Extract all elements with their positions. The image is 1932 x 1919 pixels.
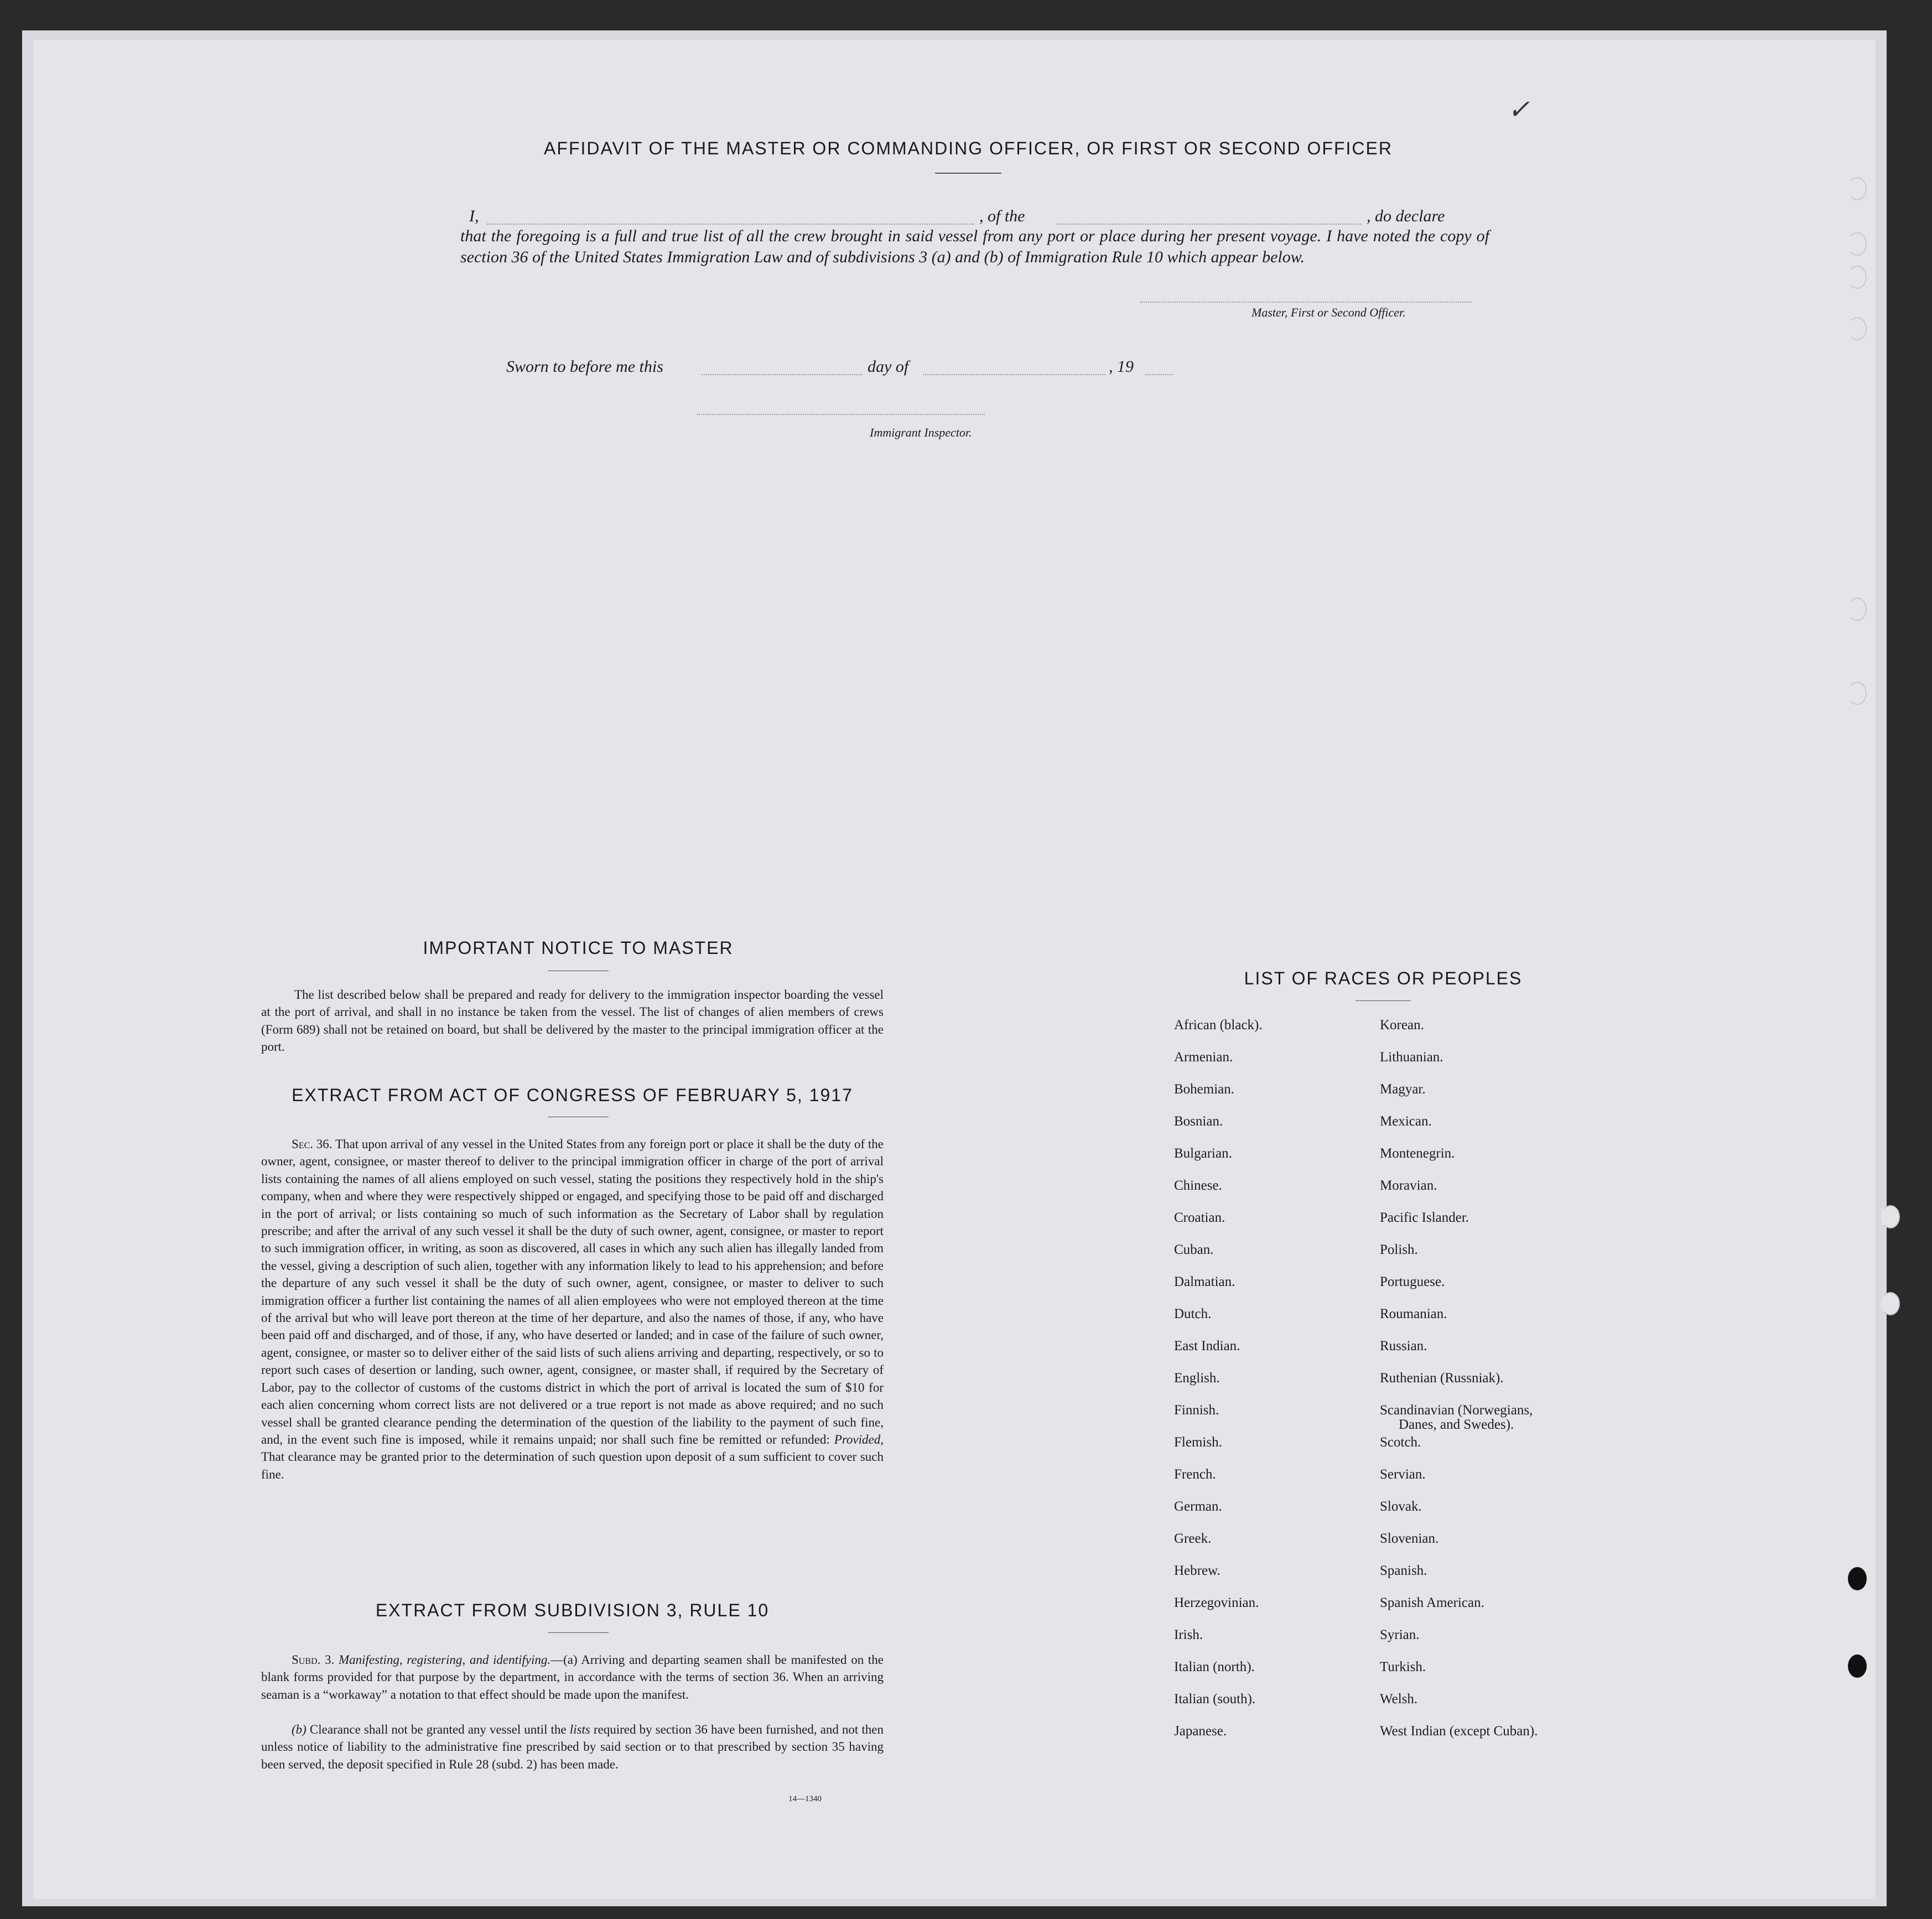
race-left: Dutch. (1174, 1306, 1212, 1321)
handwritten-mark: ✓ (1508, 95, 1530, 125)
punch-hole-icon (1848, 1567, 1867, 1590)
race-right: Welsh. (1380, 1692, 1418, 1707)
punch-hole-icon (1848, 317, 1867, 340)
races-title: LIST OF RACES OR PEOPLES (1244, 968, 1523, 988)
sworn-day-of-label: day of (868, 357, 909, 376)
punch-hole-icon (1848, 232, 1867, 256)
section-label: Sec. 36. (292, 1137, 333, 1151)
race-left: Bosnian. (1174, 1114, 1223, 1129)
race-right: Portuguese. (1380, 1274, 1445, 1289)
sworn-month-field[interactable] (923, 374, 1105, 375)
race-right: Scotch. (1380, 1435, 1421, 1450)
punch-hole-icon (1881, 1292, 1900, 1315)
race-right: Russian. (1380, 1339, 1427, 1353)
race-right: Moravian. (1380, 1178, 1437, 1193)
race-right: Ruthenian (Russniak). (1380, 1371, 1504, 1386)
para-b-lists: lists (569, 1723, 590, 1736)
race-left: Italian (south). (1174, 1692, 1256, 1707)
subd-heading: Manifesting, registering, and identifying. (338, 1653, 551, 1667)
race-right: Slovenian. (1380, 1531, 1439, 1546)
sworn-year-field[interactable] (1145, 374, 1173, 375)
section-36-text: That upon arrival of any vessel in the United States from any foreign port or place it shall be the duty of the owner, agent, consignee, or master thereof to deliver to the principal immigration officer in charge of the port of arrival lists containing the names of all aliens employed on such vessel, stating the positions they respectively hold in the ship's company, when and where they were respectively shipped or engaged, and specifying those to be paid off and discharged in the port of arrival; or lists containing so much of such information as the Secretary of Labor shall by regulation prescribe; and after the arrival of any such vessel it shall be the duty of such owner, agent, consignee, or master to report to such immigration officer, in writing, as soon as discovered, all cases in which any such alien has illegally landed from the vessel, giving a description of such alien, together with any information likely to lead to his apprehension; and before the departure of any such vessel it shall be the duty of such owner, agent, consignee, or master to deliver to such immigration officer a further list containing the names of all alien employees who were not employed thereon at the time of the arrival but who will leave port thereon at the time of her departure, and also the names of those, if any, who have been paid off and discharged, and of those, if any, who have deserted or landed; and in case of the failure of such owner, agent, consignee, or master so to deliver either of the said lists of such aliens arriving and departing, respectively, or so to report such cases of desertion or landing, such owner, agent, consignee, or master shall, if required by the Secretary of Labor, pay to the collector of customs of the customs district in which the port of arrival is located the sum of $10 for each alien concerning whom correct lists are not delivered or a true report is not made as above required; and no such vessel shall be granted clearance pending the determination of the question of the liability to the payment of such fine, and, in the event such fine is imposed, while it remains unpaid; nor shall such fine be remitted or refunded: (261, 1137, 884, 1446)
race-left: Bohemian. (1174, 1082, 1235, 1097)
signature-caption: Master, First or Second Officer. (1251, 305, 1406, 319)
punch-hole-icon (1848, 177, 1867, 200)
extract-rule-rule (548, 1632, 609, 1633)
notice-body: The list described below shall be prepared and ready for delivery to the immigration inspector boarding the vessel at the port of arrival, and shall in no instance be taken from the vessel. The list of changes of alien members of crews (Form 689) shall not be retained on board, but shall be delivered by the master to the principal immigration officer at the port. (261, 988, 884, 1054)
race-left: English. (1174, 1371, 1220, 1386)
extract-rule-para-b (261, 1721, 884, 1773)
race-right: Servian. (1380, 1467, 1426, 1482)
race-right: Polish. (1380, 1242, 1418, 1257)
race-right: Syrian. (1380, 1627, 1420, 1642)
race-right: Pacific Islander. (1380, 1210, 1469, 1225)
race-right-continuation: Danes, and Swedes). (1399, 1417, 1514, 1432)
race-right: Turkish. (1380, 1659, 1426, 1674)
race-left: Herzegovinian. (1174, 1595, 1259, 1610)
para-a-text: Arriving and departing seamen shall be manifested on the blank forms provided for that purpose by the department, in accordance with the terms of section 36. When an arriving seaman is a “workaway” a notation to that effect should be made upon the manifest. (261, 1653, 884, 1702)
inspector-caption: Immigrant Inspector. (870, 426, 972, 439)
affidavit-title-rule (935, 173, 1001, 174)
punch-hole-icon (1848, 266, 1867, 289)
affidavit-body: that the foregoing is a full and true list of all the crew brought in said vessel from any port or place during her present voyage. I have noted the copy of section 36 of the United States Immigration Law and of subdivisions 3 (a) and (b) of Immigration Rule 10 which appear below. (460, 227, 1489, 266)
race-left: Bulgarian. (1174, 1146, 1232, 1161)
race-left: Greek. (1174, 1531, 1212, 1546)
master-name-field[interactable] (487, 224, 974, 225)
race-left: German. (1174, 1499, 1222, 1514)
provided-text: That clearance may be granted prior to the determination of such question upon deposit of a sum sufficient to cover such fine. (261, 1450, 884, 1481)
race-left: Armenian. (1174, 1050, 1233, 1065)
extract-rule-para-a (261, 1651, 884, 1703)
race-right: Lithuanian. (1380, 1050, 1443, 1065)
race-left: Dalmatian. (1174, 1274, 1235, 1289)
para-b-label: (b) (292, 1723, 307, 1736)
race-right: Mexican. (1380, 1114, 1432, 1129)
vessel-name-field[interactable] (1057, 224, 1361, 225)
race-right: Magyar. (1380, 1082, 1426, 1097)
punch-hole-icon (1881, 1205, 1900, 1228)
sworn-prefix: Sworn to before me this (506, 357, 663, 376)
punch-hole-icon (1848, 682, 1867, 705)
extract-act-title: EXTRACT FROM ACT OF CONGRESS OF FEBRUARY 5, 1917 (292, 1085, 853, 1105)
race-left: Finnish. (1174, 1403, 1219, 1418)
signature-line[interactable] (1140, 302, 1472, 303)
race-right: Korean. (1380, 1018, 1424, 1033)
race-right: Spanish American. (1380, 1595, 1484, 1610)
para-b-text-2: required by section 36 have been furnished, and not then unless notice of liability to the administrative fine prescribed by said section or to that prescribed by section 35 having been served, the deposit specified in Rule 28 (subd. 2) has been made. (261, 1723, 884, 1771)
race-left: Italian (north). (1174, 1659, 1255, 1674)
sworn-year-label: , 19 (1109, 357, 1134, 376)
notice-title: IMPORTANT NOTICE TO MASTER (423, 938, 734, 958)
races-title-rule (1355, 1000, 1411, 1001)
affidavit-title: AFFIDAVIT OF THE MASTER OR COMMANDING OFFICER, OR FIRST OR SECOND OFFICER (544, 138, 1393, 158)
race-left: Croatian. (1174, 1210, 1225, 1225)
race-left: French. (1174, 1467, 1216, 1482)
extract-rule-title: EXTRACT FROM SUBDIVISION 3, RULE 10 (375, 1600, 770, 1620)
race-right: Montenegrin. (1380, 1146, 1455, 1161)
race-left: Flemish. (1174, 1435, 1222, 1450)
race-right: Slovak. (1380, 1499, 1422, 1514)
sworn-day-field[interactable] (702, 374, 862, 375)
race-right: Roumanian. (1380, 1306, 1447, 1321)
race-right: West Indian (except Cuban). (1380, 1724, 1538, 1739)
affidavit-of-the-label: , of the (979, 207, 1025, 225)
inspector-signature-line[interactable] (697, 414, 985, 415)
para-a-label: —(a) (550, 1653, 578, 1667)
race-left: Irish. (1174, 1627, 1203, 1642)
race-left: Cuban. (1174, 1242, 1214, 1257)
provided-label: Provided, (834, 1432, 884, 1446)
race-left: Japanese. (1174, 1724, 1227, 1739)
punch-hole-icon (1848, 598, 1867, 621)
affidavit-do-declare-label: , do declare (1367, 207, 1445, 225)
affidavit-i-label: I, (469, 207, 479, 225)
race-left: Chinese. (1174, 1178, 1222, 1193)
para-b-text-1: Clearance shall not be granted any vessel until the (309, 1723, 567, 1736)
race-left: East Indian. (1174, 1339, 1240, 1353)
punch-hole-icon (1848, 1655, 1867, 1678)
subd-label: Subd. 3. (292, 1653, 335, 1667)
extract-act-body (261, 1135, 884, 1483)
race-left: Hebrew. (1174, 1563, 1221, 1578)
race-right: Spanish. (1380, 1563, 1427, 1578)
race-left: African (black). (1174, 1018, 1263, 1033)
race-right: Scandinavian (Norwegians, (1380, 1403, 1533, 1418)
form-number: 14—1340 (788, 1794, 822, 1803)
